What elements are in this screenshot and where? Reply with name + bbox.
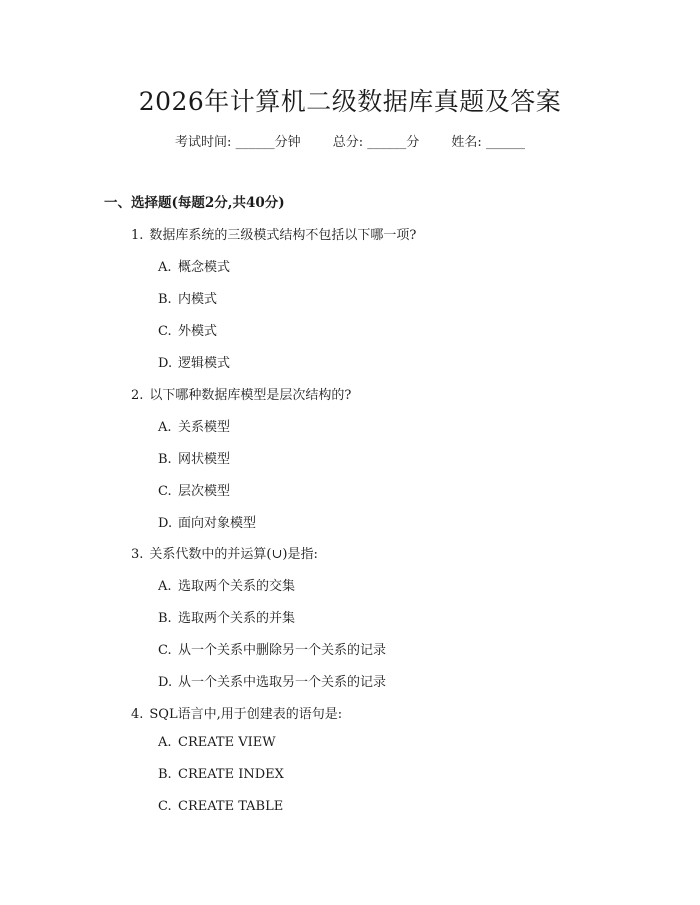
option-text: 概念模式: [178, 260, 231, 275]
student-name-field: [451, 131, 525, 150]
total-score-unit: 分: [406, 135, 420, 150]
total-score-field: [333, 131, 420, 150]
option-text: CREATE VIEW: [178, 735, 276, 750]
question-text: 数据库系统的三级模式结构不包括以下哪一项?: [149, 228, 417, 243]
option-letter: A.: [158, 260, 172, 275]
question-1: [131, 224, 416, 243]
question-text: 关系代数中的并运算(∪)是指:: [149, 547, 318, 562]
option-text: 层次模型: [178, 484, 231, 499]
question-number: 1.: [131, 228, 144, 243]
option-letter: D.: [158, 675, 173, 690]
exam-time-label: 考试时间:: [175, 135, 232, 150]
question-1-option-a: [158, 256, 230, 275]
option-letter: A.: [158, 420, 172, 435]
option-letter: D.: [158, 516, 173, 531]
option-text: CREATE TABLE: [178, 799, 284, 814]
question-2-option-c: [158, 480, 230, 499]
option-letter: B.: [158, 611, 172, 626]
question-4-option-c: [158, 799, 283, 814]
option-text: 从一个关系中删除另一个关系的记录: [178, 643, 387, 658]
question-3-option-c: [158, 639, 386, 658]
option-text: 网状模型: [178, 452, 231, 467]
option-letter: B.: [158, 292, 172, 307]
option-text: 外模式: [178, 324, 218, 339]
question-1-option-d: [158, 352, 230, 371]
question-2-option-a: [158, 416, 230, 435]
question-text: SQL语言中,用于创建表的语句是:: [149, 707, 343, 722]
student-name-label: 姓名:: [451, 135, 482, 150]
question-1-option-b: [158, 288, 217, 307]
question-text: 以下哪种数据库模型是层次结构的?: [149, 388, 352, 403]
option-letter: B.: [158, 452, 172, 467]
option-letter: C.: [158, 324, 172, 339]
option-letter: A.: [158, 579, 172, 594]
student-name-blank: ______: [485, 135, 525, 150]
option-text: 选取两个关系的并集: [178, 611, 296, 626]
option-letter: C.: [158, 643, 172, 658]
option-letter: C.: [158, 799, 172, 814]
option-text: CREATE INDEX: [178, 767, 284, 782]
option-text: 面向对象模型: [178, 516, 257, 531]
question-number: 3.: [131, 547, 144, 562]
question-4-option-b: [158, 767, 284, 782]
question-1-option-c: [158, 320, 217, 339]
question-2-option-d: [158, 512, 256, 531]
question-4-option-a: [158, 735, 276, 750]
question-number: 4.: [131, 707, 144, 722]
question-4: [131, 703, 342, 722]
question-3-option-b: [158, 607, 295, 626]
total-score-blank: ______: [367, 135, 407, 150]
option-letter: C.: [158, 484, 172, 499]
total-score-label: 总分:: [332, 135, 364, 150]
question-3-option-d: [158, 671, 386, 690]
option-letter: A.: [158, 735, 172, 750]
option-text: 选取两个关系的交集: [178, 579, 296, 594]
option-letter: B.: [158, 767, 172, 782]
question-2: [131, 384, 351, 403]
question-3-option-a: [158, 575, 295, 594]
page-title: 2026年计算机二级数据库真题及答案: [138, 87, 562, 116]
exam-time-blank: ______: [235, 135, 275, 150]
option-text: 从一个关系中选取另一个关系的记录: [178, 675, 387, 690]
exam-time-unit: 分钟: [274, 135, 301, 150]
option-text: 关系模型: [178, 420, 231, 435]
question-3: [131, 543, 318, 562]
question-2-option-b: [158, 448, 230, 467]
option-text: 逻辑模式: [178, 356, 231, 371]
question-number: 2.: [131, 388, 144, 403]
section-heading: 一、选择题(每题2分,共40分): [104, 195, 285, 211]
exam-info-line: [0, 131, 700, 150]
exam-time-field: [175, 131, 301, 150]
option-text: 内模式: [178, 292, 218, 307]
option-letter: D.: [158, 356, 173, 371]
